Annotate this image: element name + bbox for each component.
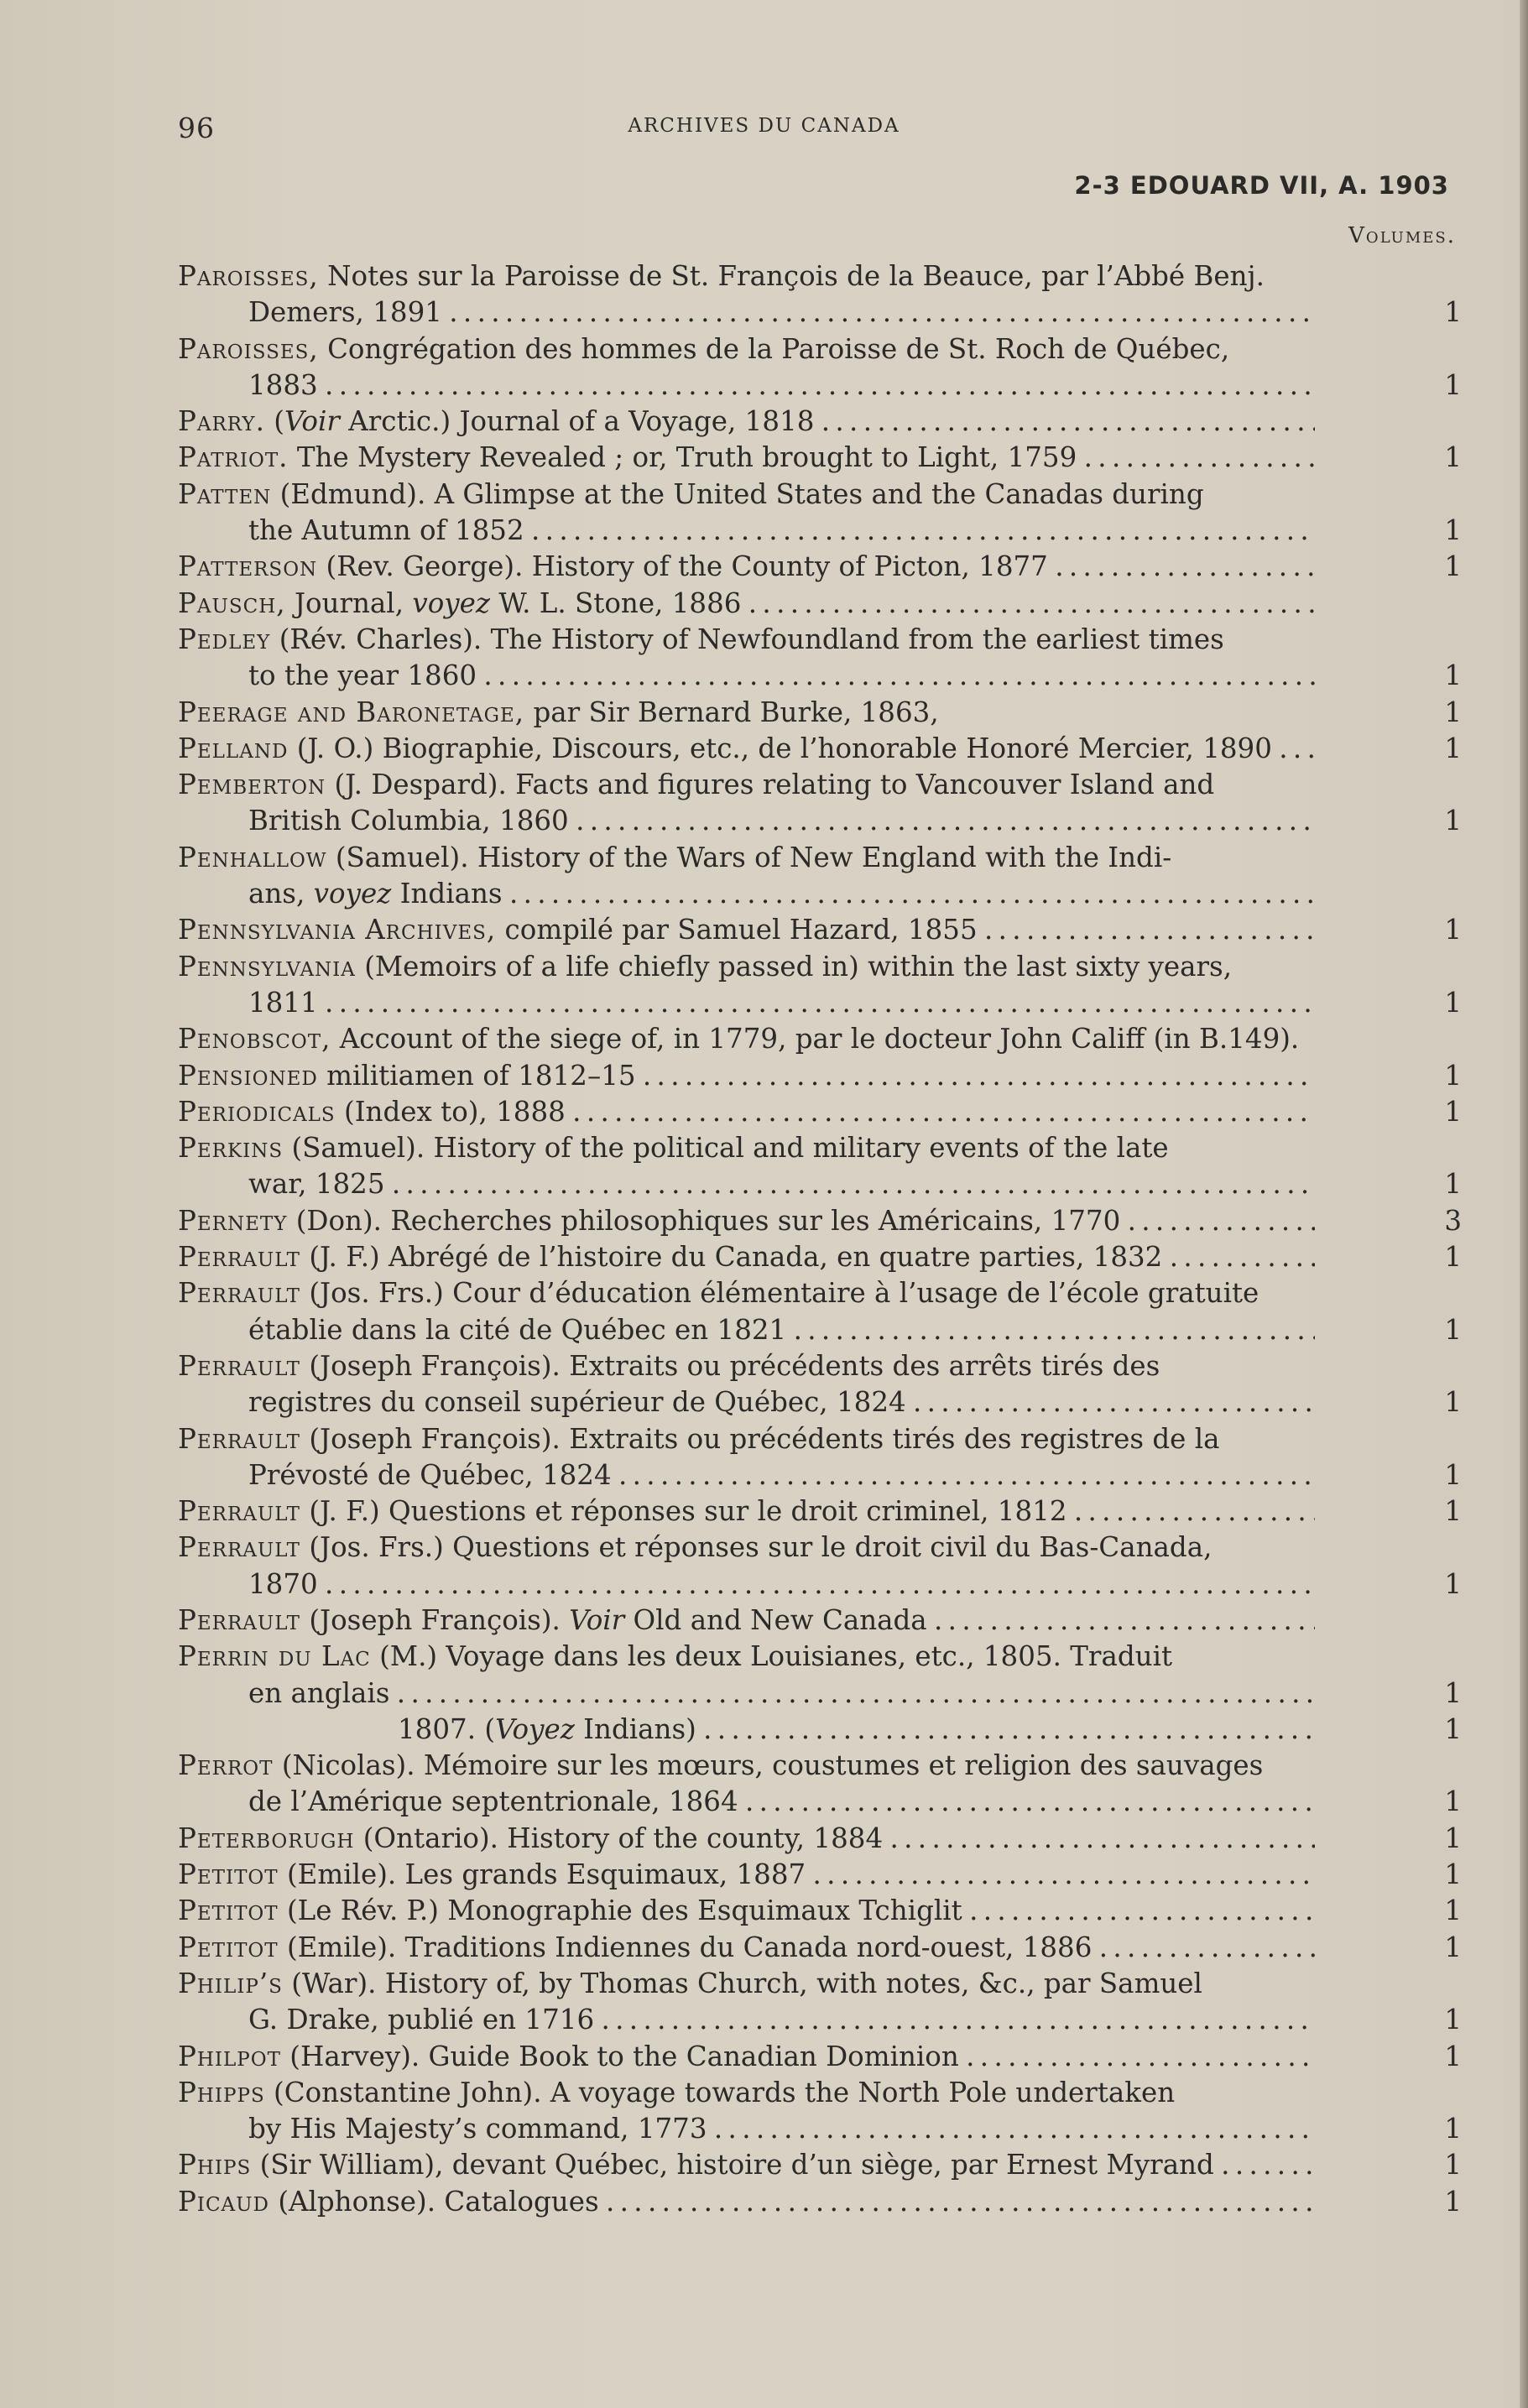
index-entry [178, 2184, 1462, 2220]
entry-italic-text: voyez [412, 586, 491, 619]
volume-count: 1 [1444, 1241, 1462, 1274]
entry-continuation-line [178, 803, 1315, 839]
entry-text: (Memoirs of a life chiefly passed in) within the last sixty years, [355, 950, 1233, 982]
volume-count: 1 [1444, 1931, 1462, 1963]
entry-line [178, 2184, 1315, 2220]
entry-continuation-line [178, 1566, 1315, 1603]
entry-text: Congrégation des hommes de la Paroisse de St. Roch de Québec, [318, 332, 1230, 365]
entry-heading: Peerage and Baronetage, [178, 696, 525, 728]
index-entry [178, 477, 1462, 550]
index-entry [178, 1966, 1462, 2039]
entry-text: (Alphonse). Catalogues [269, 2185, 599, 2218]
entry-line [178, 1930, 1315, 1966]
page-number: 96 [178, 112, 215, 144]
entry-line [178, 695, 1315, 731]
entry-heading: Perrin du Lac [178, 1640, 371, 1673]
volume-count: 1 [1444, 1313, 1462, 1346]
entry-text: (Index to), 1888 [335, 1095, 566, 1128]
volume-count: 1 [1444, 1168, 1462, 1201]
index-entry [178, 1821, 1462, 1857]
entry-text: en anglais [248, 1676, 390, 1709]
entry-heading: Pedley [178, 623, 271, 655]
entry-line [178, 1058, 1315, 1094]
entry-heading: Penobscot, [178, 1023, 331, 1055]
index-entry [178, 1275, 1462, 1348]
entry-heading: Perrault [178, 1531, 301, 1564]
entry-line [178, 477, 1315, 513]
entry-continuation-line [178, 294, 1315, 331]
entry-line [178, 1021, 1315, 1057]
index-entry [178, 1239, 1462, 1275]
index-entry [178, 622, 1462, 695]
index-entry [178, 1130, 1462, 1203]
entry-text: Journal, [285, 586, 413, 619]
entry-line [178, 1421, 1315, 1457]
entry-continuation-line [178, 1312, 1315, 1348]
entry-text: (Harvey). Guide Book to the Canadian Dominion [280, 2040, 959, 2072]
entry-heading: Petitot [178, 1858, 279, 1891]
volume-count: 1 [1444, 696, 1462, 728]
entry-text: (Joseph François). Extraits ou précédents tirés des registres de la [300, 1422, 1220, 1455]
running-title: ARCHIVES DU CANADA [628, 115, 900, 137]
entry-text: (Jos. Frs.) Cour d’éducation élémentaire à l’usage de l’école gratuite [300, 1277, 1259, 1310]
entry-heading: Pausch, [178, 586, 286, 619]
volume-count: 1 [1444, 1386, 1462, 1419]
entry-heading: Parry. [178, 405, 265, 438]
index-entry [178, 1021, 1462, 1057]
entry-line [178, 1603, 1315, 1639]
entry-line [178, 2039, 1315, 2075]
entry-text: établie dans la cité de Québec en 1821 [248, 1313, 787, 1346]
entry-line [178, 1821, 1315, 1857]
entry-line [178, 549, 1315, 585]
volume-count: 1 [1444, 1858, 1462, 1891]
index-entry [178, 1639, 1462, 1712]
volume-count: 1 [1444, 1059, 1462, 1092]
index-entry [178, 695, 1462, 731]
entry-text: G. Drake, publié en 1716 [248, 2004, 595, 2036]
entry-text: 1811 [248, 986, 318, 1019]
volume-count: 1 [1444, 805, 1462, 837]
entry-heading: Philpot [178, 2040, 281, 2072]
index-entry [178, 1603, 1462, 1639]
entry-continuation-line [178, 513, 1315, 549]
entry-text: Prévosté de Québec, 1824 [248, 1458, 612, 1491]
entry-text: (J. F.) Questions et réponses sur le droit criminel, 1812 [300, 1495, 1067, 1528]
entry-line [178, 1893, 1315, 1929]
entry-text: (J. O.) Biographie, Discours, etc., de l’honorable Honoré Mercier, 1890 [288, 732, 1272, 764]
index-entry [178, 1203, 1462, 1239]
index-entry [178, 1094, 1462, 1130]
entry-line [178, 912, 1315, 948]
entry-text: Indians) [574, 1712, 696, 1745]
entry-text: ans, [248, 878, 314, 910]
entry-text: Old and New Canada [624, 1603, 927, 1636]
entry-italic-text: voyez [313, 878, 392, 910]
entry-text: militiamen of 1812–15 [317, 1059, 636, 1092]
volume-count: 1 [1444, 986, 1462, 1019]
entry-line [178, 331, 1315, 367]
index-entry [178, 549, 1462, 585]
volume-count: 1 [1444, 914, 1462, 946]
volume-count: 1 [1444, 441, 1462, 474]
entry-text: war, 1825 [248, 1168, 385, 1201]
entry-text: (Joseph François). Extraits ou précédents des arrêts tirés des [300, 1349, 1160, 1382]
entry-line [178, 1130, 1315, 1166]
entry-text: (M.) Voyage dans les deux Louisianes, etc., 1805. Traduit [370, 1640, 1173, 1673]
edition-label: 2-3 EDOUARD VII, A. 1903 [1074, 171, 1449, 200]
entry-list [178, 258, 1462, 2220]
volume-count: 1 [1444, 659, 1462, 692]
volume-count: 1 [1444, 368, 1462, 401]
entry-text: (Ontario). History of the county, 1884 [354, 1822, 884, 1854]
entry-line [178, 840, 1315, 876]
entry-text: to the year 1860 [248, 659, 477, 692]
entry-heading: Pennsylvania Archives, [178, 914, 497, 946]
entry-text: (Joseph François). [300, 1603, 570, 1636]
entry-heading: Pennsylvania [178, 950, 356, 982]
entry-line [178, 1239, 1315, 1275]
index-entry [178, 440, 1462, 476]
entry-heading: Patten [178, 477, 272, 510]
entry-italic-text: Voyez [495, 1712, 575, 1745]
entry-continuation-line [178, 2002, 1315, 2038]
volume-count: 1 [1444, 1095, 1462, 1128]
entry-text: (Jos. Frs.) Questions et réponses sur le droit civil du Bas-Canada, [300, 1531, 1212, 1564]
entry-line [178, 2147, 1315, 2183]
entry-heading: Picaud [178, 2185, 269, 2218]
index-entry [178, 2039, 1462, 2075]
entry-heading: Patterson [178, 550, 318, 583]
entry-text: (Emile). Traditions Indiennes du Canada nord-ouest, 1886 [278, 1931, 1093, 1963]
entry-heading: Pemberton [178, 769, 326, 801]
entry-continuation-line [178, 985, 1315, 1021]
entry-heading: Philip’s [178, 1967, 283, 1999]
volume-count: 1 [1444, 2185, 1462, 2218]
volume-count: 1 [1444, 296, 1462, 329]
entry-text: compilé par Samuel Hazard, 1855 [496, 914, 978, 946]
volume-count: 1 [1444, 1822, 1462, 1854]
volume-count: 1 [1444, 2004, 1462, 2036]
entry-text: (Emile). Les grands Esquimaux, 1887 [278, 1858, 806, 1891]
entry-heading: Perrault [178, 1603, 301, 1636]
index-entry [178, 912, 1462, 948]
entry-text: 1870 [248, 1567, 318, 1600]
volume-count: 1 [1444, 732, 1462, 764]
entry-text: (Samuel). History of the political and military events of the late [283, 1132, 1169, 1165]
entry-text: 1807. ( [398, 1712, 496, 1745]
volume-count: 1 [1444, 514, 1462, 547]
index-entry [178, 731, 1462, 767]
entry-heading: Phipps [178, 2076, 265, 2108]
entry-line [178, 258, 1315, 294]
entry-text: (Rév. Charles). The History of Newfoundland from the earliest times [270, 623, 1224, 655]
index-entry [178, 767, 1462, 840]
entry-heading: Perrot [178, 1749, 274, 1782]
volume-count: 1 [1444, 2149, 1462, 2181]
entry-heading: Perrault [178, 1349, 301, 1382]
entry-text: W. L. Stone, 1886 [490, 586, 742, 619]
entry-heading: Penhallow [178, 841, 327, 873]
entry-continuation-line [178, 1166, 1315, 1202]
entry-heading: Pelland [178, 732, 289, 764]
entry-line [178, 1857, 1315, 1893]
entry-line [178, 1712, 1315, 1748]
entry-text: registres du conseil supérieur de Québec, 1824 [248, 1386, 906, 1419]
entry-text: British Columbia, 1860 [248, 805, 569, 837]
entry-text: (J. Despard). Facts and figures relating to Vancouver Island and [326, 769, 1215, 801]
entry-heading: Pernety [178, 1204, 288, 1237]
index-entry [178, 1930, 1462, 1966]
entry-continuation-line [178, 876, 1315, 912]
entry-heading: Patriot. [178, 441, 289, 474]
entry-text: the Autumn of 1852 [248, 514, 524, 547]
volume-count: 3 [1444, 1204, 1462, 1237]
index-entry [178, 1748, 1462, 1821]
column-label-volumes: Volumes. [1348, 223, 1456, 248]
entry-text: (Rev. George). History of the County of Picton, 1877 [317, 550, 1048, 583]
index-entry [178, 331, 1462, 404]
entry-text: Notes sur la Paroisse de St. François de la Beauce, par l’Abbé Benj. [318, 260, 1265, 292]
volume-count: 1 [1444, 1567, 1462, 1600]
volume-count: 1 [1444, 1458, 1462, 1491]
volume-count: 1 [1444, 1676, 1462, 1709]
entry-line [178, 2075, 1315, 2111]
entry-continuation-line [178, 367, 1315, 404]
index-entry [178, 404, 1462, 440]
index-entry [178, 2075, 1462, 2148]
entry-heading: Pensioned [178, 1059, 318, 1092]
volume-count: 1 [1444, 2113, 1462, 2145]
index-entry [178, 1857, 1462, 1893]
volume-count: 1 [1444, 1895, 1462, 1927]
entry-text: (War). History of, by Thomas Church, with notes, &c., par Samuel [282, 1967, 1202, 1999]
entry-heading: Paroisses, [178, 332, 319, 365]
index-entry [178, 1493, 1462, 1530]
index-entry [178, 2147, 1462, 2183]
entry-text: (Sir William), devant Québec, histoire d’un siège, par Ernest Myrand [251, 2149, 1214, 2181]
entry-text: de l’Amérique septentrionale, 1864 [248, 1785, 738, 1818]
book-spine-edge [1520, 0, 1528, 2408]
entry-line [178, 586, 1315, 622]
entry-text: Demers, 1891 [248, 296, 442, 329]
entry-continuation-line [178, 1384, 1315, 1420]
index-entry [178, 1530, 1462, 1603]
entry-continuation-line [178, 658, 1315, 694]
entry-text: by His Majesty’s command, 1773 [248, 2113, 707, 2145]
volume-count: 1 [1444, 1785, 1462, 1818]
entry-text: (Le Rév. P.) Monographie des Esquimaux Tchiglit [278, 1895, 962, 1927]
entry-text: (Nicolas). Mémoire sur les mœurs, coustumes et religion des sauvages [273, 1749, 1264, 1782]
entry-heading: Phips [178, 2149, 252, 2181]
index-entry [178, 1712, 1462, 1748]
index-entry [178, 258, 1462, 331]
entry-text: 1883 [248, 368, 318, 401]
entry-text: Account of the siege of, in 1779, par le docteur John Califf (in B.149). [331, 1023, 1300, 1055]
entry-line [178, 1966, 1315, 2002]
index-entry [178, 840, 1462, 913]
index-entry [178, 1348, 1462, 1421]
entry-text: Arctic.) Journal of a Voyage, 1818 [339, 405, 815, 438]
entry-text: (Constantine John). A voyage towards the North Pole undertaken [264, 2076, 1176, 2108]
entry-line [178, 1530, 1315, 1566]
index-entry [178, 949, 1462, 1022]
entry-line [178, 949, 1315, 985]
entry-heading: Peterborugh [178, 1822, 355, 1854]
entry-heading: Petitot [178, 1931, 279, 1963]
entry-heading: Perkins [178, 1132, 284, 1165]
entry-line [178, 1493, 1315, 1530]
index-entry [178, 586, 1462, 622]
entry-text: (Samuel). History of the Wars of New England with the Indi- [326, 841, 1172, 873]
index-entry [178, 1893, 1462, 1929]
entry-line [178, 1639, 1315, 1675]
entry-text: (J. F.) Abrégé de l’histoire du Canada, en quatre parties, 1832 [300, 1241, 1163, 1274]
index-entry [178, 1421, 1462, 1494]
entry-text: par Sir Bernard Burke, 1863, [524, 696, 939, 728]
entry-line [178, 767, 1315, 803]
entry-text: (Edmund). A Glimpse at the United States and the Canadas during [271, 477, 1204, 510]
entry-italic-text: Voir [569, 1603, 625, 1636]
volume-count: 1 [1444, 1495, 1462, 1528]
entry-continuation-line [178, 1676, 1315, 1712]
entry-continuation-line [178, 1784, 1315, 1820]
entry-heading: Periodicals [178, 1095, 336, 1128]
volume-count: 1 [1444, 1712, 1462, 1745]
entry-heading: Perrault [178, 1277, 301, 1310]
entry-heading: Petitot [178, 1895, 279, 1927]
entry-line [178, 1094, 1315, 1130]
entry-text: ( [264, 405, 284, 438]
volume-count: 1 [1444, 2040, 1462, 2072]
entry-heading: Perrault [178, 1241, 301, 1274]
entry-line [178, 1748, 1315, 1784]
entry-line [178, 1275, 1315, 1311]
entry-italic-text: Voir [284, 405, 340, 438]
entry-heading: Perrault [178, 1422, 301, 1455]
entry-line [178, 1348, 1315, 1384]
entry-continuation-line [178, 1457, 1315, 1493]
entry-text: Indians [391, 878, 503, 910]
entry-line [178, 1203, 1315, 1239]
entry-line [178, 440, 1315, 476]
index-entry [178, 1058, 1462, 1094]
entry-text: The Mystery Revealed ; or, Truth brought to Light, 1759 [288, 441, 1077, 474]
volume-count: 1 [1444, 550, 1462, 583]
entry-heading: Paroisses, [178, 260, 319, 292]
entry-continuation-line [178, 2111, 1315, 2147]
entry-heading: Perrault [178, 1495, 301, 1528]
entry-text: (Don). Recherches philosophiques sur les Américains, 1770 [287, 1204, 1121, 1237]
entry-line [178, 622, 1315, 658]
entry-line [178, 731, 1315, 767]
entry-line [178, 404, 1315, 440]
